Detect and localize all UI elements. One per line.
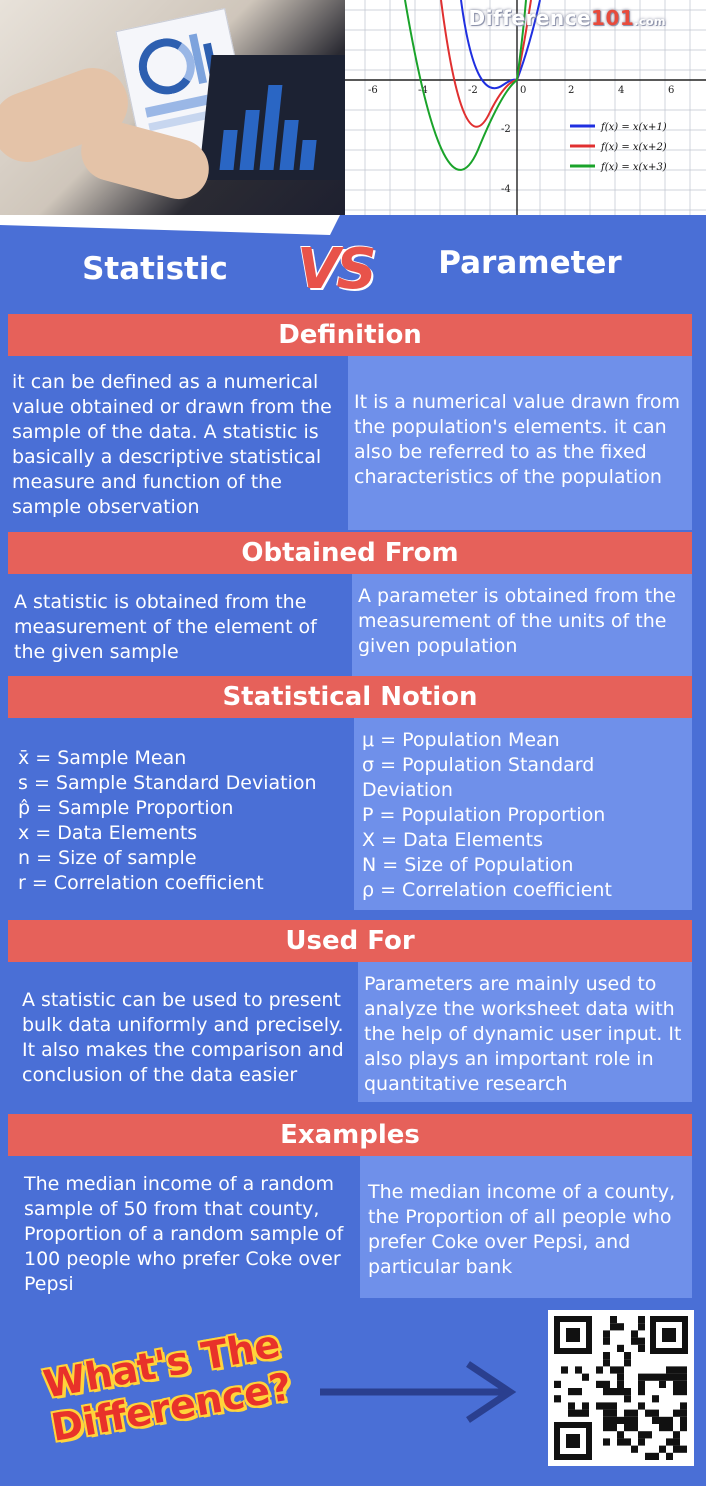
qr-module bbox=[638, 1402, 645, 1409]
qr-module bbox=[610, 1388, 617, 1395]
qr-module bbox=[610, 1316, 617, 1323]
qr-module bbox=[617, 1388, 624, 1395]
qr-module bbox=[624, 1417, 631, 1424]
qr-module bbox=[610, 1417, 617, 1424]
qr-module bbox=[638, 1345, 645, 1352]
section-title-definition: Definition bbox=[8, 314, 692, 356]
qr-module bbox=[596, 1366, 603, 1373]
qr-module bbox=[638, 1323, 645, 1330]
qr-module bbox=[680, 1366, 687, 1373]
right-title: Parameter bbox=[438, 245, 622, 281]
qr-module bbox=[680, 1381, 687, 1388]
qr-module bbox=[631, 1410, 638, 1417]
qr-module bbox=[673, 1374, 680, 1381]
examples-statistic: The median income of a random sample of 50 from that county, Proportion of a random sample of 100 people who prefer Coke over Pepsi bbox=[8, 1156, 360, 1298]
x-tick-label: -2 bbox=[468, 85, 478, 96]
used-for-statistic: A statistic can be used to present bulk data uniformly and precisely. It also makes the comparison and conclusion of the data easier bbox=[8, 962, 358, 1102]
qr-module bbox=[596, 1381, 603, 1388]
qr-module bbox=[645, 1431, 652, 1438]
qr-module bbox=[673, 1388, 680, 1395]
x-tick-label: -4 bbox=[418, 85, 428, 96]
qr-module bbox=[624, 1359, 631, 1366]
qr-module bbox=[617, 1345, 624, 1352]
qr-module bbox=[666, 1366, 673, 1373]
qr-module bbox=[638, 1381, 645, 1388]
qr-module bbox=[603, 1402, 610, 1409]
section-title-statistical-notion: Statistical Notion bbox=[8, 676, 692, 718]
qr-module bbox=[673, 1431, 680, 1438]
hero-photo bbox=[0, 0, 345, 215]
tagline: What's The Difference? bbox=[40, 1321, 295, 1450]
vs-mark: VS bbox=[297, 237, 373, 302]
qr-code-pattern bbox=[548, 1310, 694, 1466]
section-title-used-for: Used For bbox=[8, 920, 692, 962]
qr-code-icon[interactable] bbox=[548, 1310, 694, 1466]
qr-module bbox=[638, 1338, 645, 1345]
qr-module bbox=[631, 1417, 638, 1424]
qr-module bbox=[631, 1338, 638, 1345]
qr-module bbox=[666, 1417, 673, 1424]
qr-module bbox=[680, 1374, 687, 1381]
qr-module bbox=[561, 1366, 568, 1373]
qr-module bbox=[652, 1395, 659, 1402]
y-tick-label: -4 bbox=[501, 184, 511, 195]
qr-module bbox=[680, 1410, 687, 1417]
qr-module bbox=[554, 1381, 561, 1388]
qr-module bbox=[603, 1359, 610, 1366]
qr-module bbox=[659, 1374, 666, 1381]
qr-module bbox=[610, 1323, 617, 1330]
qr-module bbox=[603, 1410, 610, 1417]
qr-module bbox=[624, 1424, 631, 1431]
qr-module bbox=[582, 1374, 589, 1381]
qr-module bbox=[666, 1374, 673, 1381]
qr-module bbox=[659, 1446, 666, 1453]
qr-module bbox=[582, 1410, 589, 1417]
x-tick-label: 0 bbox=[520, 85, 527, 96]
obtained-from-statistic: A statistic is obtained from the measurement of the element of the given sample bbox=[8, 574, 352, 678]
qr-module bbox=[617, 1366, 624, 1373]
qr-module bbox=[680, 1424, 687, 1431]
qr-module bbox=[624, 1395, 631, 1402]
qr-module bbox=[659, 1424, 666, 1431]
qr-module bbox=[673, 1446, 680, 1453]
qr-module bbox=[568, 1402, 575, 1409]
qr-module bbox=[575, 1410, 582, 1417]
qr-module bbox=[645, 1453, 652, 1460]
qr-module bbox=[652, 1453, 659, 1460]
x-tick-label: 4 bbox=[618, 85, 625, 96]
qr-module bbox=[638, 1431, 645, 1438]
qr-module bbox=[603, 1352, 610, 1359]
qr-module bbox=[666, 1438, 673, 1445]
qr-module bbox=[568, 1410, 575, 1417]
y-tick-label: -2 bbox=[501, 124, 511, 135]
qr-module bbox=[638, 1388, 645, 1395]
qr-module bbox=[631, 1424, 638, 1431]
footer-banner bbox=[0, 1300, 706, 1486]
qr-module bbox=[638, 1374, 645, 1381]
hero-banner bbox=[0, 0, 706, 215]
x-tick-label: 2 bbox=[568, 85, 575, 96]
qr-module bbox=[624, 1352, 631, 1359]
left-title: Statistic bbox=[82, 251, 228, 287]
qr-module bbox=[673, 1381, 680, 1388]
qr-module bbox=[659, 1417, 666, 1424]
qr-module bbox=[680, 1417, 687, 1424]
qr-module bbox=[673, 1366, 680, 1373]
legend-label: f(x) = x(x+3) bbox=[601, 162, 667, 173]
qr-module bbox=[631, 1330, 638, 1337]
legend-label: f(x) = x(x+2) bbox=[601, 142, 667, 153]
qr-module bbox=[603, 1417, 610, 1424]
section-title-examples: Examples bbox=[8, 1114, 692, 1156]
qr-module bbox=[624, 1410, 631, 1417]
used-for-parameter: Parameters are mainly used to analyze the worksheet data with the help of dynamic user input. It also plays an important role in quantitative research bbox=[358, 962, 692, 1102]
qr-module bbox=[624, 1438, 631, 1445]
examples-parameter: The median income of a county, the Proportion of all people who prefer Coke over Pepsi, and particular bank bbox=[360, 1156, 692, 1298]
qr-module bbox=[603, 1338, 610, 1345]
qr-module bbox=[673, 1410, 680, 1417]
section-title-obtained-from: Obtained From bbox=[8, 532, 692, 574]
qr-module bbox=[554, 1395, 561, 1402]
function-graph bbox=[345, 0, 706, 215]
qr-module bbox=[582, 1402, 589, 1409]
x-tick-label: 6 bbox=[668, 85, 675, 96]
qr-module bbox=[680, 1402, 687, 1409]
qr-module bbox=[631, 1446, 638, 1453]
qr-module bbox=[666, 1424, 673, 1431]
qr-module bbox=[638, 1438, 645, 1445]
definition-parameter: It is a numerical value drawn from the population's elements. it can also be referred to as the fixed characteristics of the population bbox=[348, 356, 692, 530]
qr-module bbox=[617, 1431, 624, 1438]
qr-module bbox=[624, 1388, 631, 1395]
qr-module bbox=[617, 1438, 624, 1445]
laptop-screen-image bbox=[198, 55, 345, 180]
legend-label: f(x) = x(x+1) bbox=[601, 122, 667, 133]
qr-module bbox=[603, 1330, 610, 1337]
qr-module bbox=[603, 1438, 610, 1445]
qr-module bbox=[617, 1381, 624, 1388]
qr-module bbox=[645, 1410, 652, 1417]
qr-module bbox=[645, 1374, 652, 1381]
qr-module bbox=[680, 1388, 687, 1395]
qr-module bbox=[610, 1410, 617, 1417]
qr-module bbox=[673, 1438, 680, 1445]
qr-module bbox=[666, 1453, 673, 1460]
qr-module bbox=[610, 1424, 617, 1431]
qr-module bbox=[617, 1323, 624, 1330]
notion-statistic: x̄ = Sample Mean s = Sample Standard Deviation p̂ = Sample Proportion x = Data Elements n = Size of sample r = Correlation coefficient bbox=[8, 718, 354, 910]
qr-module bbox=[610, 1366, 617, 1373]
qr-module bbox=[603, 1388, 610, 1395]
obtained-from-parameter: A parameter is obtained from the measurement of the units of the given population bbox=[352, 574, 692, 678]
qr-module bbox=[659, 1381, 666, 1388]
x-tick-label: -6 bbox=[368, 85, 378, 96]
qr-module bbox=[652, 1417, 659, 1424]
qr-module bbox=[575, 1388, 582, 1395]
comparison-header bbox=[0, 215, 706, 315]
qr-module bbox=[575, 1366, 582, 1373]
qr-module bbox=[603, 1424, 610, 1431]
qr-module bbox=[617, 1374, 624, 1381]
notion-parameter: μ = Population Mean σ = Population Standard Deviation P = Population Proportion X = Data Elements N = Size of Population ρ = Correlation coefficient bbox=[354, 718, 692, 910]
qr-module bbox=[568, 1388, 575, 1395]
qr-module bbox=[638, 1316, 645, 1323]
definition-statistic: it can be defined as a numerical value obtained or drawn from the sample of the data. A statistic is basically a descriptive statistical measure and function of the sample observation bbox=[8, 356, 348, 530]
qr-module bbox=[617, 1417, 624, 1424]
brand-logo: Difference101.com bbox=[468, 6, 666, 30]
qr-module bbox=[603, 1381, 610, 1388]
qr-module bbox=[652, 1374, 659, 1381]
qr-module bbox=[680, 1446, 687, 1453]
qr-module bbox=[596, 1402, 603, 1409]
qr-module bbox=[610, 1402, 617, 1409]
arrow-right-icon bbox=[318, 1360, 518, 1424]
qr-module bbox=[652, 1410, 659, 1417]
